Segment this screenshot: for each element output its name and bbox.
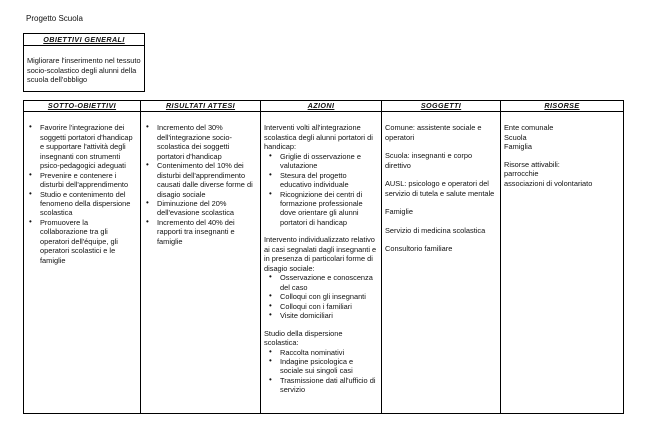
project-table (23, 100, 624, 414)
list-item: • Favorire l'integrazione dei soggetti portatori d'handicap e supportare l'attività degli insegnanti con strumenti psico-pedagogici adeguati (27, 123, 137, 170)
list-item: • Griglie di osservazione e valutazione (267, 152, 378, 171)
azioni-intro: Intervento individualizzato relativo ai casi segnalati dagli insegnanti e in presenza di particolari forme di disagio sociale: (264, 235, 377, 273)
table-row (24, 112, 624, 414)
header-risorse: RISORSE (501, 101, 624, 112)
list-item: • Ricognizione dei centri di formazione professionale dove orientare gli alunni portatori di handicap (267, 190, 378, 228)
cell-risultati-attesi (141, 112, 261, 414)
risorsa-item: associazioni di volontariato (504, 178, 593, 188)
obiettivi-generali-box (23, 33, 145, 92)
obiettivi-generali-heading: OBIETTIVI GENERALI (24, 34, 144, 46)
list-item: • Incremento del 30% dell'integrazione socio-scolastica dei soggetti portatori d'handicap (144, 123, 257, 161)
azioni-intro: Studio della dispersione scolastica: (264, 328, 343, 348)
header-sotto-obiettivi: SOTTO-OBIETTIVI (24, 101, 141, 112)
soggetto-item: AUSL: psicologo e operatori del servizio di tutela e salute mentale (385, 179, 495, 198)
cell-sotto-obiettivi (24, 112, 141, 414)
list-item: • Osservazione e conoscenza del caso (267, 273, 378, 292)
soggetto-item: Servizio di medicina scolastica (385, 225, 486, 235)
risorsa-item: Ente comunale (504, 123, 554, 133)
soggetto-item: Scuola: insegnanti e corpo direttivo (385, 151, 473, 170)
document-title: Progetto Scuola (26, 14, 83, 23)
cell-soggetti (382, 112, 501, 414)
cell-risorse (501, 112, 624, 414)
obiettivi-generali-text: Migliorare l'inserimento nel tessuto socio-scolastico degli alunni della scuola dell'obbligo (27, 56, 141, 85)
risorse-attivabili-label: Risorse attivabili: (504, 159, 560, 169)
list-item: • Prevenire e contenere i disturbi dell'apprendimento (27, 171, 137, 190)
soggetto-item: Famiglie (385, 207, 413, 217)
azioni-list (267, 152, 378, 228)
header-soggetti: SOGGETTI (382, 101, 501, 112)
header-azioni: AZIONI (261, 101, 382, 112)
list-item: • Visite domiciliari (267, 311, 378, 320)
list-item: • Raccolta nominativi (267, 348, 378, 357)
list-item: • Promuovere la collaborazione tra gli operatori dell'équipe, gli operatori scolastici e le famiglie (27, 218, 137, 265)
soggetto-item: Consultorio familiare (385, 243, 453, 253)
azioni-list (267, 348, 378, 395)
table-header-row (24, 101, 624, 112)
list-item: • Contenimento del 10% dei disturbi dell'apprendimento causati dalle diverse forme di disagio sociale (144, 161, 257, 199)
soggetto-item: Comune: assistente sociale e operatori (385, 123, 482, 142)
list-item: • Incremento del 40% dei rapporti tra insegnanti e famiglie (144, 218, 257, 246)
risorsa-item: parrocchie (504, 169, 539, 179)
risorsa-item: Famiglia (504, 142, 532, 152)
risorsa-item: Scuola (504, 132, 527, 142)
azioni-list (267, 273, 378, 320)
list-item: • Colloqui con gli insegnanti (267, 292, 378, 301)
list-item: • Indagine psicologica e sociale sui singoli casi (267, 357, 378, 376)
azioni-intro: Interventi volti all'integrazione scolastica degli alunni portatori di handicap: (264, 123, 373, 152)
sotto-obiettivi-list (27, 123, 137, 265)
risultati-attesi-list (144, 123, 257, 246)
list-item: • Diminuzione del 20% dell'evasione scolastica (144, 199, 257, 218)
header-risultati-attesi: RISULTATI ATTESI (141, 101, 261, 112)
list-item: • Stesura del progetto educativo individuale (267, 171, 378, 190)
list-item: • Colloqui con i familiari (267, 302, 378, 311)
list-item: • Studio e contenimento del fenomeno della dispersione scolastica (27, 190, 137, 218)
list-item: • Trasmissione dati all'ufficio di servizio (267, 376, 378, 395)
cell-azioni (261, 112, 382, 414)
